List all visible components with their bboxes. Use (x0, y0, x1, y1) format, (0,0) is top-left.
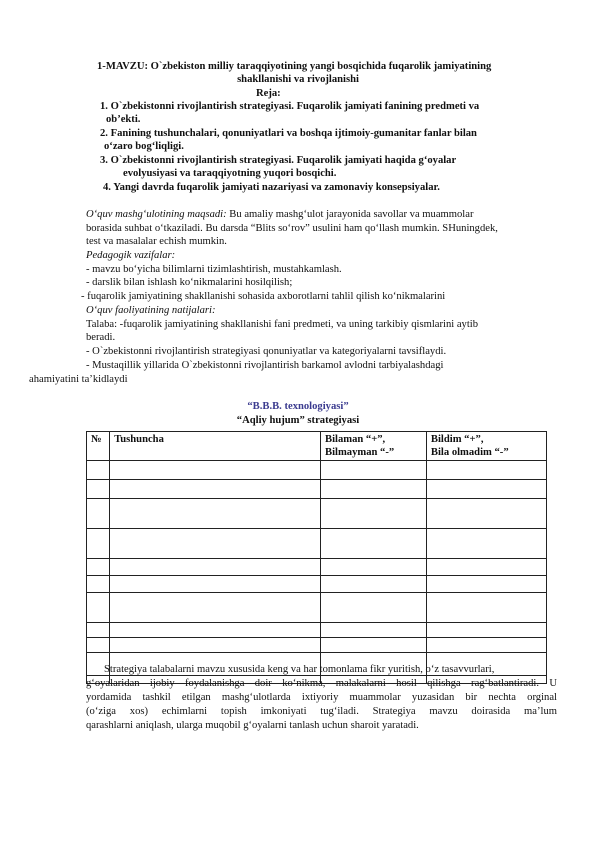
table-row (87, 576, 547, 593)
table-row (87, 638, 547, 653)
table-row (87, 461, 547, 480)
plan-item-1: 1. O`zbekistonni rivojlantirish strategiyasi. Fuqarolik jamiyati fanining predmeti va (100, 101, 480, 112)
table-cell[interactable] (426, 623, 546, 638)
results-line2: beradi. (86, 332, 116, 343)
results-label: O‘quv faoliyatining natijalari: (86, 305, 216, 316)
table-cell[interactable] (426, 529, 546, 559)
purpose-line3: test va masalalar echish mumkin. (86, 236, 227, 247)
closing-line1: Strategiya talabalarni mavzu xususida keng va har tomonlama fikr yuritish, o‘z tasavvurlari, (104, 664, 495, 675)
table-row (87, 480, 547, 499)
table-cell[interactable] (87, 623, 110, 638)
header-learned-line1: Bildim “+”, (430, 434, 484, 445)
table-cell[interactable] (87, 529, 110, 559)
header-know (321, 432, 427, 461)
table-cell[interactable] (87, 559, 110, 576)
strategy-title: “B.B.B. texnologiyasi” (247, 401, 349, 412)
purpose-text: Bu amaliy mashg‘ulot jarayonida savollar va muammolar (226, 209, 474, 220)
table-cell[interactable] (426, 559, 546, 576)
table-cell[interactable] (426, 576, 546, 593)
table-cell[interactable] (426, 638, 546, 653)
plan-label: Reja: (256, 88, 281, 99)
table-row (87, 559, 547, 576)
purpose-label: O‘quv mashg‘ulotining maqsadi: (86, 209, 227, 220)
table-row (87, 623, 547, 638)
closing-line4: (o‘ziga xos) echimlarni topish imkoniyati tug‘iladi. Strategiya mavzu doirasida ma’lum (86, 706, 557, 717)
closing-line5: qarashlarni aniqlash, ularga muqobil g‘oyalarni tanlash uchun sharoit yaratadi. (86, 720, 419, 731)
pedagogical-label: Pedagogik vazifalar: (86, 250, 176, 261)
table-header-row (87, 432, 547, 461)
table-cell[interactable] (426, 461, 546, 480)
header-know-line1: Bilaman “+”, (325, 434, 386, 445)
results-line4: - Mustaqillik yillarida O`zbekistonni rivojlantirish barkamol avlodni tarbiyalashdagi (86, 360, 444, 371)
results-line3: - O`zbekistonni rivojlantirish strategiyasi qonuniyatlar va kategoriyalarni tavsiflaydi. (86, 346, 447, 357)
table-cell[interactable] (321, 499, 427, 529)
table-cell[interactable] (110, 529, 321, 559)
table-cell[interactable] (87, 576, 110, 593)
topic-title-line2: shakllanishi va rivojlanishi (237, 74, 359, 85)
table-cell[interactable] (321, 461, 427, 480)
table-cell[interactable] (110, 559, 321, 576)
table-cell[interactable] (321, 559, 427, 576)
strategy-subtitle: “Aqliy hujum” strategiyasi (236, 415, 360, 426)
table-cell[interactable] (110, 593, 321, 623)
header-learned (426, 432, 546, 461)
plan-item-1-cont: ob’ekti. (106, 114, 141, 125)
pedagogical-item-1: - mavzu bo‘yicha bilimlarni tizimlashtirish, mustahkamlash. (86, 264, 342, 275)
closing-line2: g‘oyalaridan ijobiy foydalanishga doir ko‘nikma, malakalarni hosil qilishga rag‘batlantiradi. U (86, 678, 557, 689)
header-know-line2: Bilmayman “-” (325, 447, 395, 458)
plan-item-2-cont: o‘zaro bog‘liqligi. (104, 141, 184, 152)
table-cell[interactable] (87, 638, 110, 653)
table-cell[interactable] (87, 593, 110, 623)
purpose-line2: borasida suhbat o‘tkaziladi. Bu darsda “Blits so‘rov” usulini ham qo‘llash mumkin. SHuningdek, (86, 223, 498, 234)
topic-title-line1: 1-MAVZU: O`zbekiston milliy taraqqiyotining yangi bosqichida fuqarolik jamiyatining (97, 61, 492, 72)
table-cell[interactable] (426, 593, 546, 623)
table-cell[interactable] (426, 499, 546, 529)
table-cell[interactable] (87, 461, 110, 480)
pedagogical-item-3: - fuqarolik jamiyatining shakllanishi sohasida axborotlarni tahlil qilish ko‘nikmalarini (81, 291, 446, 302)
plan-item-3: 3. O`zbekistonni rivojlantirish strategiyasi. Fuqarolik jamiyati haqida g‘oyalar (100, 155, 457, 166)
table-row (87, 499, 547, 529)
table-cell[interactable] (110, 499, 321, 529)
table-cell[interactable] (321, 529, 427, 559)
table-cell[interactable] (321, 576, 427, 593)
strategy-table (86, 431, 547, 684)
header-number: № (87, 432, 110, 461)
table-cell[interactable] (321, 638, 427, 653)
table-cell[interactable] (87, 499, 110, 529)
table-cell[interactable] (321, 623, 427, 638)
header-learned-line2: Bila olmadim “-” (430, 447, 509, 458)
table-cell[interactable] (321, 593, 427, 623)
closing-line3: yordamida tashkil etilgan mashg‘ulotlarda ixtiyoriy muammolar yuzasidan bir nechta orginal (86, 692, 557, 703)
results-line5: ahamiyatini ta’kidlaydi (29, 374, 128, 385)
table-cell[interactable] (426, 480, 546, 499)
table-cell[interactable] (110, 638, 321, 653)
table-cell[interactable] (87, 480, 110, 499)
table-cell[interactable] (110, 461, 321, 480)
table-cell[interactable] (110, 623, 321, 638)
results-line1: Talaba: -fuqarolik jamiyatining shakllanishi fani predmeti, va uning tarkibiy qismlarini aytib (86, 319, 479, 330)
table-row (87, 593, 547, 623)
purpose-line1 (86, 208, 473, 221)
header-concept: Tushuncha (110, 432, 321, 461)
table-row (87, 529, 547, 559)
plan-item-3-cont: evolyusiyasi va taraqqiyotning yuqori bosqichi. (123, 168, 337, 179)
table-cell[interactable] (110, 480, 321, 499)
plan-item-2: 2. Fanining tushunchalari, qonuniyatlari va boshqa ijtimoiy-gumanitar fanlar bilan (100, 128, 477, 139)
plan-item-4: 4. Yangi davrda fuqarolik jamiyati nazariyasi va zamonaviy konsepsiyalar. (103, 182, 440, 193)
table-cell[interactable] (110, 576, 321, 593)
pedagogical-item-2: - darslik bilan ishlash ko‘nikmalarini hosilqilish; (86, 277, 293, 288)
table-cell[interactable] (321, 480, 427, 499)
